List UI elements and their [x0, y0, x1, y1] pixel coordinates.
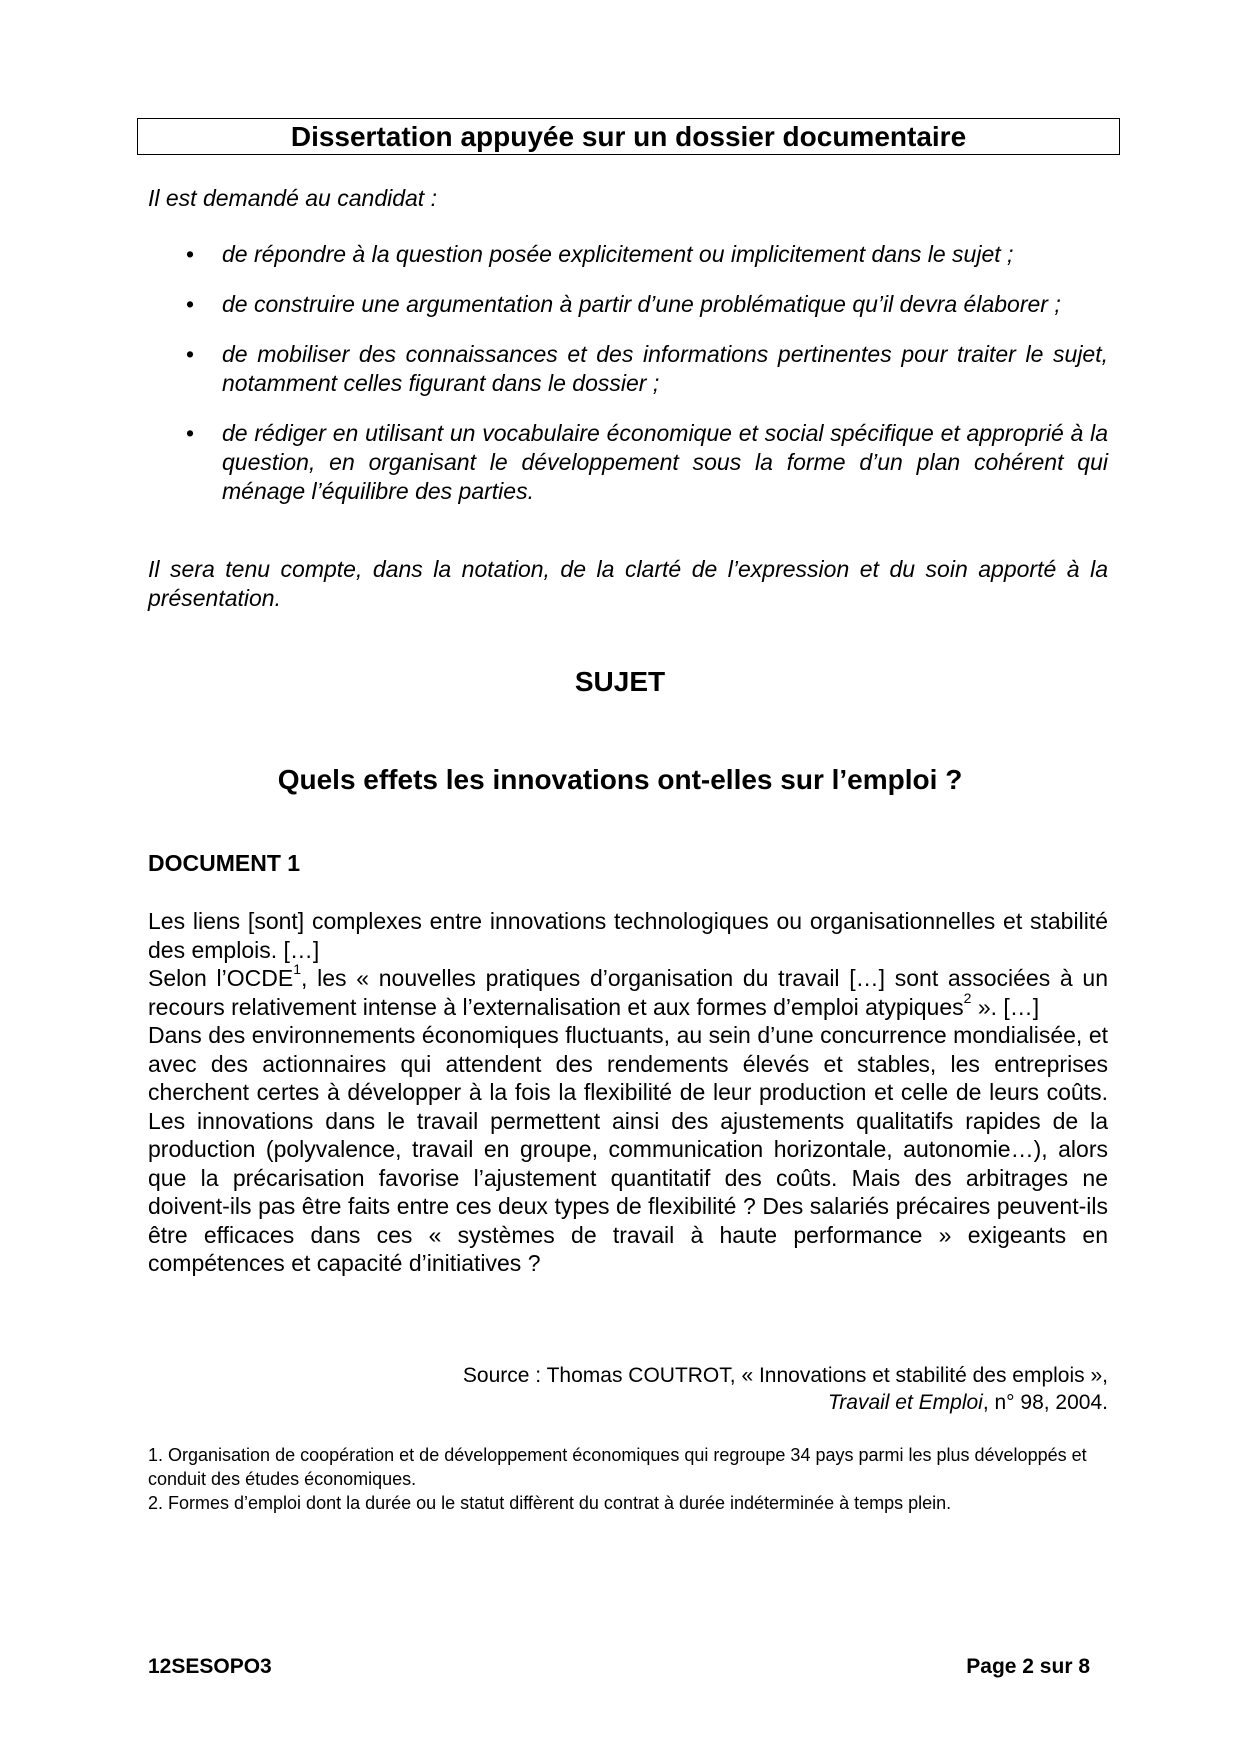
document-text: Selon l’OCDE — [148, 965, 294, 991]
list-item — [148, 240, 1108, 269]
source-line — [463, 1389, 1108, 1416]
bullet-icon: • — [186, 341, 195, 367]
document-paragraph: Dans des environnements économiques fluctuants, au sein d’une concurrence mondialisée, et avec des actionnaires qui attendent des rendements élevés et stables, les entreprises cherchent certes à développer à la fois la flexibilité de leur production et celle de leurs coûts. Les innovations dans le travail permettent ainsi des ajustements qualitatifs rapides de la production (polyvalence, travail en groupe, communication horizontale, autonomie…), alors que la précarisation favorise l’ajustement quantitatif des coûts. Mais des arbitrages ne doivent-ils pas être faits entre ces deux types de flexibilité ? Des salariés précaires peuvent-ils être efficaces dans ces « systèmes de travail à haute performance » exigeants en compétences et capacité d’initiatives ? — [148, 1022, 1108, 1276]
document-paragraph: Les liens [sont] complexes entre innovations technologiques ou organisationnelles et stabilité des emplois. […] — [148, 908, 1108, 963]
source-journal: Travail et Emploi — [828, 1391, 983, 1414]
instructions-outro: Il sera tenu compte, dans la notation, de la clarté de l’expression et du soin apporté à la présentation. — [148, 556, 1108, 611]
bullet-icon: • — [186, 241, 195, 267]
list-item — [148, 290, 1108, 319]
subject-heading: SUJET — [574, 666, 666, 697]
document-label: DOCUMENT 1 — [148, 850, 301, 876]
instructions-list — [148, 240, 1108, 527]
list-item-text: de répondre à la question posée explicitement ou implicitement dans le sujet ; — [222, 241, 1014, 267]
document-text: , les « nouvelles pratiques d’organisation du travail […] sont associées à un recours relativement intense à l’externalisation et aux formes d’emploi atypiques — [148, 965, 1109, 1020]
list-item-text: de mobiliser des connaissances et des informations pertinentes pour traiter le sujet, notamment celles figurant dans le dossier ; — [222, 341, 1108, 396]
subject-question: Quels effets les innovations ont-elles sur l’emploi ? — [277, 764, 963, 795]
list-item-text: de rédiger en utilisant un vocabulaire économique et social spécifique et approprié à la question, en organisant le développement sous la forme d’un plan cohérent qui ménage l’équilibre des parties. — [222, 420, 1108, 504]
list-item-text: de construire une argumentation à partir d’une problématique qu’il devra élaborer ; — [222, 291, 1061, 317]
document-paragraph — [148, 961, 1109, 1021]
instructions-intro: Il est demandé au candidat : — [148, 185, 437, 211]
list-item — [148, 340, 1108, 398]
page-number: Page 2 sur 8 — [966, 1655, 1090, 1678]
list-item — [148, 419, 1108, 506]
footnotes — [148, 1443, 1108, 1515]
document-text: ». […] — [971, 993, 1040, 1020]
page-title: Dissertation appuyée sur un dossier documentaire — [137, 118, 1120, 155]
document-source — [463, 1362, 1108, 1416]
footnote: 1. Organisation de coopération et de développement économiques qui regroupe 34 pays parmi les plus développés et conduit des études économiques. — [148, 1445, 1087, 1489]
footnote-ref: 1 — [293, 961, 302, 978]
footnote-ref: 2 — [963, 989, 972, 1006]
source-line: Source : Thomas COUTROT, « Innovations et stabilité des emplois », — [462, 1364, 1108, 1387]
bullet-icon: • — [186, 420, 195, 446]
document-body — [148, 907, 1108, 1278]
source-details: , n° 98, 2004. — [982, 1391, 1108, 1414]
footnote: 2. Formes d’emploi dont la durée ou le statut diffèrent du contrat à durée indéterminée à temps plein. — [148, 1493, 952, 1513]
bullet-icon: • — [186, 291, 195, 317]
exam-code: 12SESOPO3 — [148, 1655, 272, 1678]
